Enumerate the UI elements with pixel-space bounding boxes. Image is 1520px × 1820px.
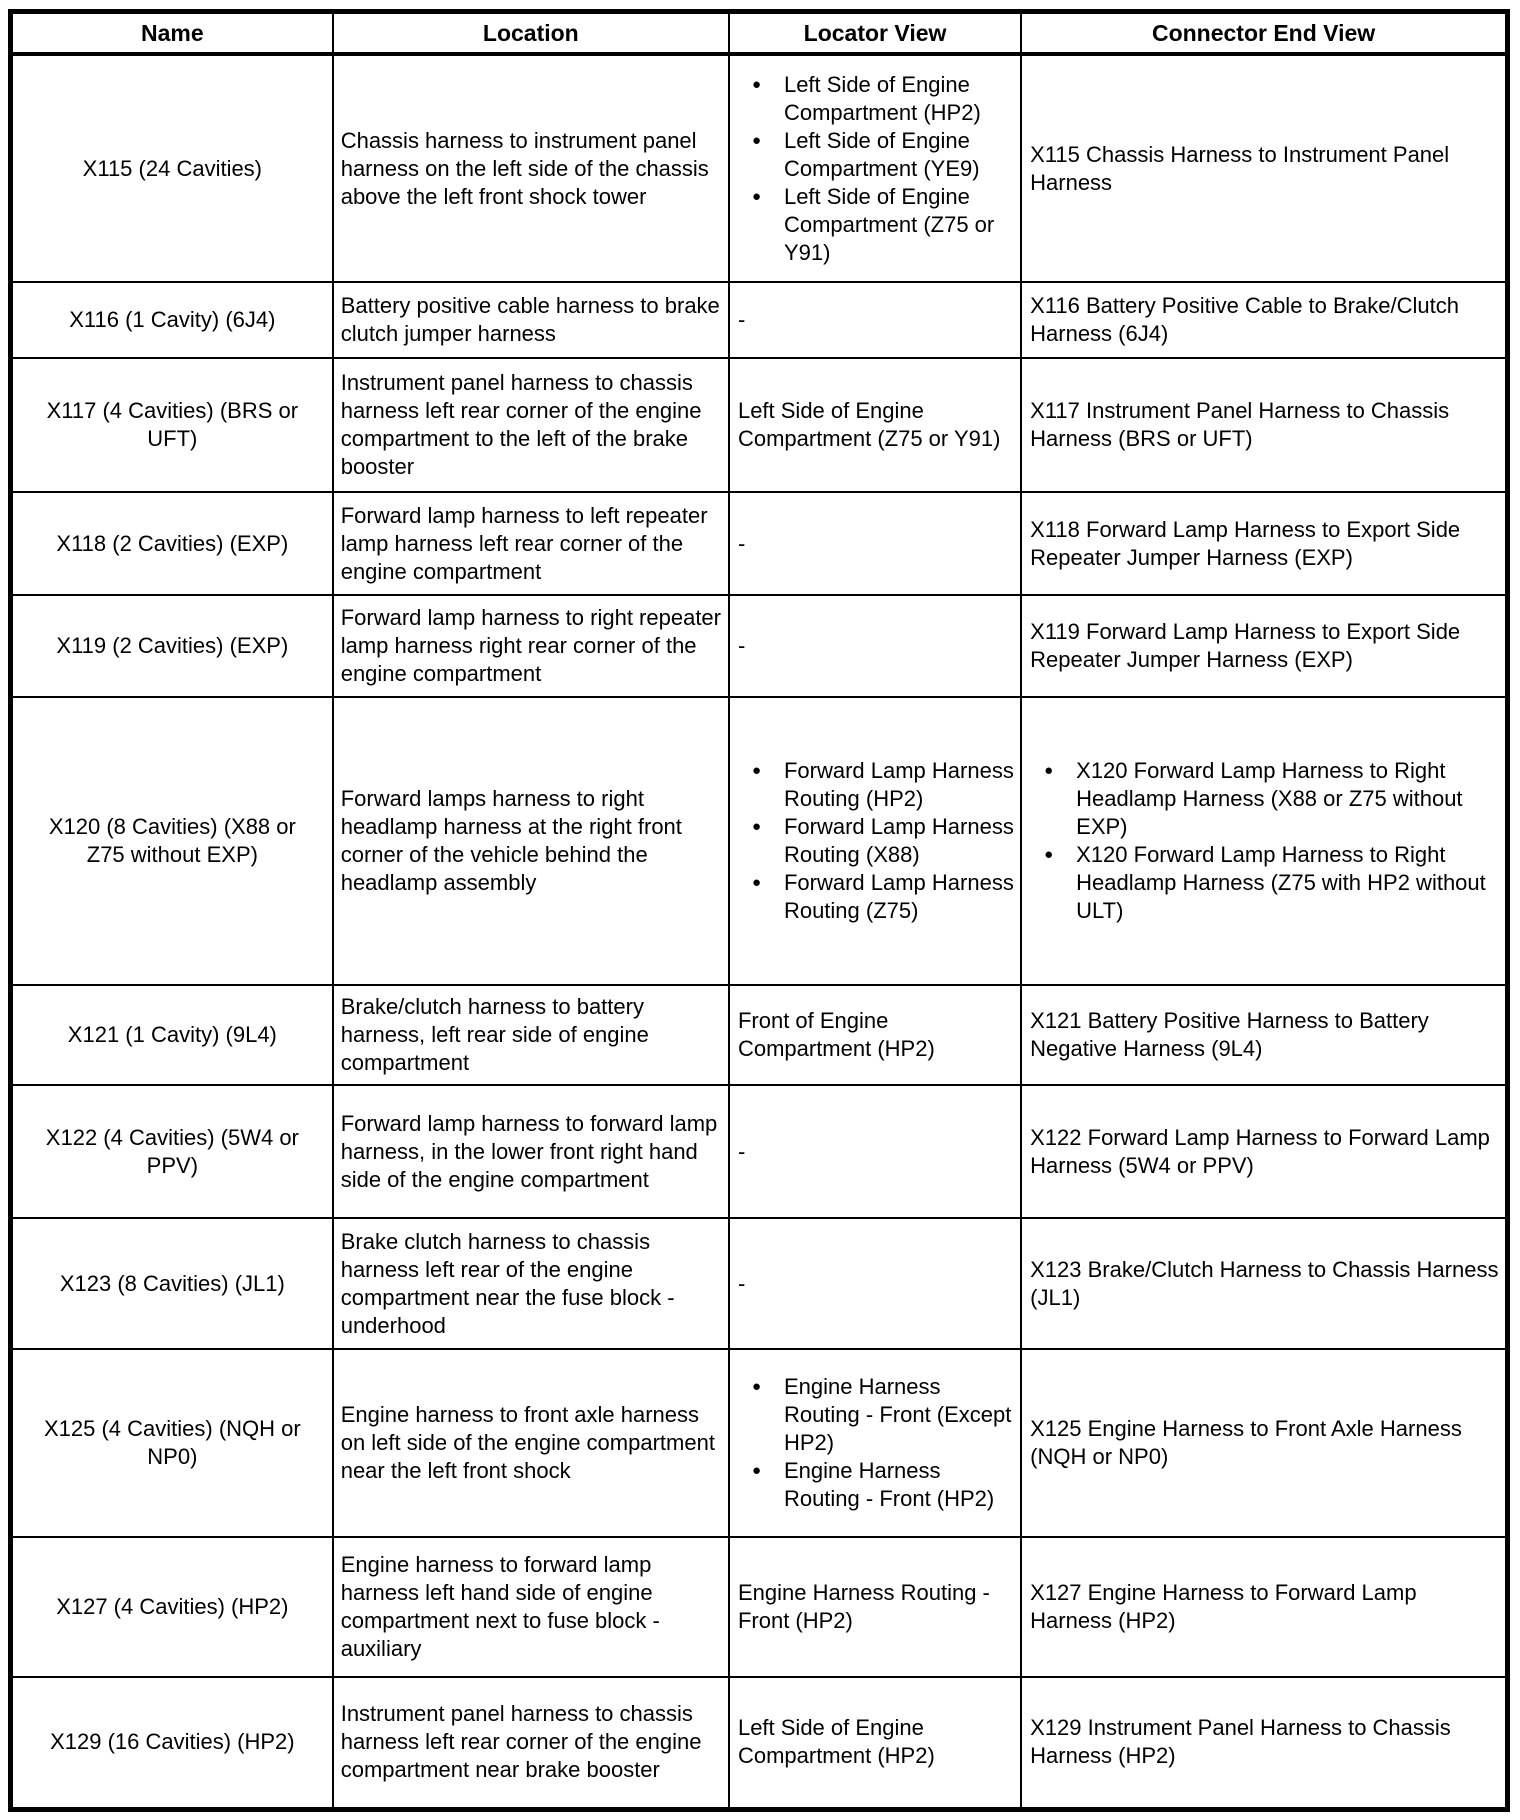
cell-locator-view xyxy=(729,1349,1021,1537)
bullet-text: Forward Lamp Harness Routing (X88) xyxy=(783,814,1014,867)
table-row xyxy=(11,282,1508,358)
cell-location: Brake clutch harness to chassis harness left rear of the engine compartment near the fuse block - underhood xyxy=(333,1218,729,1349)
bullet-item xyxy=(738,71,1016,127)
cell-name: X125 (4 Cavities) (NQH or NP0) xyxy=(11,1349,333,1537)
bullet-list xyxy=(738,1373,1016,1513)
cell-locator-view: - xyxy=(729,282,1021,358)
cell-location: Engine harness to forward lamp harness left hand side of engine compartment next to fuse block - auxiliary xyxy=(333,1537,729,1677)
bullet-item xyxy=(1030,757,1499,841)
bullet-icon: ● xyxy=(751,131,762,149)
cell-location: Engine harness to front axle harness on left side of the engine compartment near the left front shock xyxy=(333,1349,729,1537)
cell-connector-end-view: X118 Forward Lamp Harness to Export Side Repeater Jumper Harness (EXP) xyxy=(1021,492,1507,595)
cell-locator-view: - xyxy=(729,1085,1021,1218)
bullet-text: Engine Harness Routing - Front (Except HP2) xyxy=(783,1374,1012,1455)
cell-connector-end-view: X129 Instrument Panel Harness to Chassis Harness (HP2) xyxy=(1021,1677,1507,1809)
cell-name: X127 (4 Cavities) (HP2) xyxy=(11,1537,333,1677)
bullet-item xyxy=(738,1457,1016,1513)
bullet-icon: ● xyxy=(751,818,762,835)
cell-locator-view xyxy=(729,697,1021,985)
cell-location: Chassis harness to instrument panel harness on the left side of the chassis above the left front shock tower xyxy=(333,54,729,282)
table-row xyxy=(11,1085,1508,1218)
bullet-list xyxy=(1030,757,1499,925)
bullet-text: Forward Lamp Harness Routing (HP2) xyxy=(783,758,1014,811)
cell-locator-view: Left Side of Engine Compartment (Z75 or Y91) xyxy=(729,358,1021,492)
bullet-icon: ● xyxy=(751,762,762,779)
bullet-icon: ● xyxy=(1044,762,1054,779)
column-header-name: Name xyxy=(11,12,333,55)
bullet-icon: ● xyxy=(751,1378,762,1395)
table-row xyxy=(11,358,1508,492)
cell-location: Instrument panel harness to chassis harness left rear corner of the engine compartment near brake booster xyxy=(333,1677,729,1809)
bullet-list xyxy=(738,71,1016,267)
bullet-text: X120 Forward Lamp Harness to Right Headlamp Harness (Z75 with HP2 without ULT) xyxy=(1076,842,1486,923)
bullet-icon: ● xyxy=(751,187,762,205)
bullet-text: X120 Forward Lamp Harness to Right Headlamp Harness (X88 or Z75 without EXP) xyxy=(1076,758,1463,839)
table-row xyxy=(11,985,1508,1085)
cell-name: X117 (4 Cavities) (BRS or UFT) xyxy=(11,358,333,492)
table-row xyxy=(11,1677,1508,1809)
cell-name: X120 (8 Cavities) (X88 or Z75 without EXP) xyxy=(11,697,333,985)
table-body xyxy=(11,54,1508,1809)
cell-location: Instrument panel harness to chassis harness left rear corner of the engine compartment to the left of the brake booster xyxy=(333,358,729,492)
cell-connector-end-view: X122 Forward Lamp Harness to Forward Lamp Harness (5W4 or PPV) xyxy=(1021,1085,1507,1218)
bullet-item xyxy=(738,1373,1016,1457)
cell-name: X123 (8 Cavities) (JL1) xyxy=(11,1218,333,1349)
cell-name: X115 (24 Cavities) xyxy=(11,54,333,282)
column-header-connector-end-view: Connector End View xyxy=(1021,12,1507,55)
cell-name: X116 (1 Cavity) (6J4) xyxy=(11,282,333,358)
cell-location: Forward lamp harness to right repeater lamp harness right rear corner of the engine compartment xyxy=(333,595,729,697)
cell-name: X121 (1 Cavity) (9L4) xyxy=(11,985,333,1085)
cell-location: Battery positive cable harness to brake clutch jumper harness xyxy=(333,282,729,358)
bullet-text: Left Side of Engine Compartment (YE9) xyxy=(783,127,980,181)
cell-locator-view: Front of Engine Compartment (HP2) xyxy=(729,985,1021,1085)
bullet-icon: ● xyxy=(751,874,762,891)
cell-locator-view xyxy=(729,54,1021,282)
cell-name: X129 (16 Cavities) (HP2) xyxy=(11,1677,333,1809)
cell-name: X119 (2 Cavities) (EXP) xyxy=(11,595,333,697)
bullet-item xyxy=(738,127,1016,183)
connector-table xyxy=(8,9,1510,1812)
cell-name: X122 (4 Cavities) (5W4 or PPV) xyxy=(11,1085,333,1218)
cell-connector-end-view: X123 Brake/Clutch Harness to Chassis Harness (JL1) xyxy=(1021,1218,1507,1349)
cell-locator-view: - xyxy=(729,595,1021,697)
bullet-icon: ● xyxy=(751,1462,762,1479)
bullet-text: Forward Lamp Harness Routing (Z75) xyxy=(783,870,1014,923)
cell-connector-end-view: X125 Engine Harness to Front Axle Harness (NQH or NP0) xyxy=(1021,1349,1507,1537)
bullet-item xyxy=(738,869,1016,925)
table-row xyxy=(11,697,1508,985)
cell-connector-end-view: X115 Chassis Harness to Instrument Panel Harness xyxy=(1021,54,1507,282)
cell-location: Forward lamps harness to right headlamp harness at the right front corner of the vehicle behind the headlamp assembly xyxy=(333,697,729,985)
bullet-item xyxy=(1030,841,1499,925)
cell-connector-end-view: X121 Battery Positive Harness to Battery Negative Harness (9L4) xyxy=(1021,985,1507,1085)
table-row xyxy=(11,54,1508,282)
table-row xyxy=(11,492,1508,595)
cell-location: Forward lamp harness to left repeater lamp harness left rear corner of the engine compartment xyxy=(333,492,729,595)
bullet-item xyxy=(738,813,1016,869)
cell-location: Forward lamp harness to forward lamp harness, in the lower front right hand side of the engine compartment xyxy=(333,1085,729,1218)
table-row xyxy=(11,595,1508,697)
column-header-locator-view: Locator View xyxy=(729,12,1021,55)
table-row xyxy=(11,1537,1508,1677)
cell-locator-view: Engine Harness Routing - Front (HP2) xyxy=(729,1537,1021,1677)
cell-name: X118 (2 Cavities) (EXP) xyxy=(11,492,333,595)
header-row xyxy=(11,12,1508,55)
bullet-icon: ● xyxy=(751,75,762,93)
bullet-item xyxy=(738,757,1016,813)
column-header-location: Location xyxy=(333,12,729,55)
bullet-item xyxy=(738,183,1016,267)
table-row xyxy=(11,1218,1508,1349)
cell-connector-end-view: X117 Instrument Panel Harness to Chassis Harness (BRS or UFT) xyxy=(1021,358,1507,492)
bullet-text: Engine Harness Routing - Front (HP2) xyxy=(783,1458,995,1511)
bullet-text: Left Side of Engine Compartment (HP2) xyxy=(783,71,981,125)
bullet-icon: ● xyxy=(1044,846,1054,863)
cell-connector-end-view: X116 Battery Positive Cable to Brake/Clutch Harness (6J4) xyxy=(1021,282,1507,358)
cell-connector-end-view xyxy=(1021,697,1507,985)
cell-connector-end-view: X127 Engine Harness to Forward Lamp Harness (HP2) xyxy=(1021,1537,1507,1677)
cell-locator-view: Left Side of Engine Compartment (HP2) xyxy=(729,1677,1021,1809)
bullet-list xyxy=(738,757,1016,925)
cell-connector-end-view: X119 Forward Lamp Harness to Export Side Repeater Jumper Harness (EXP) xyxy=(1021,595,1507,697)
bullet-text: Left Side of Engine Compartment (Z75 or Y91) xyxy=(783,183,995,265)
cell-locator-view: - xyxy=(729,1218,1021,1349)
table-row xyxy=(11,1349,1508,1537)
cell-locator-view: - xyxy=(729,492,1021,595)
cell-location: Brake/clutch harness to battery harness, left rear side of engine compartment xyxy=(333,985,729,1085)
